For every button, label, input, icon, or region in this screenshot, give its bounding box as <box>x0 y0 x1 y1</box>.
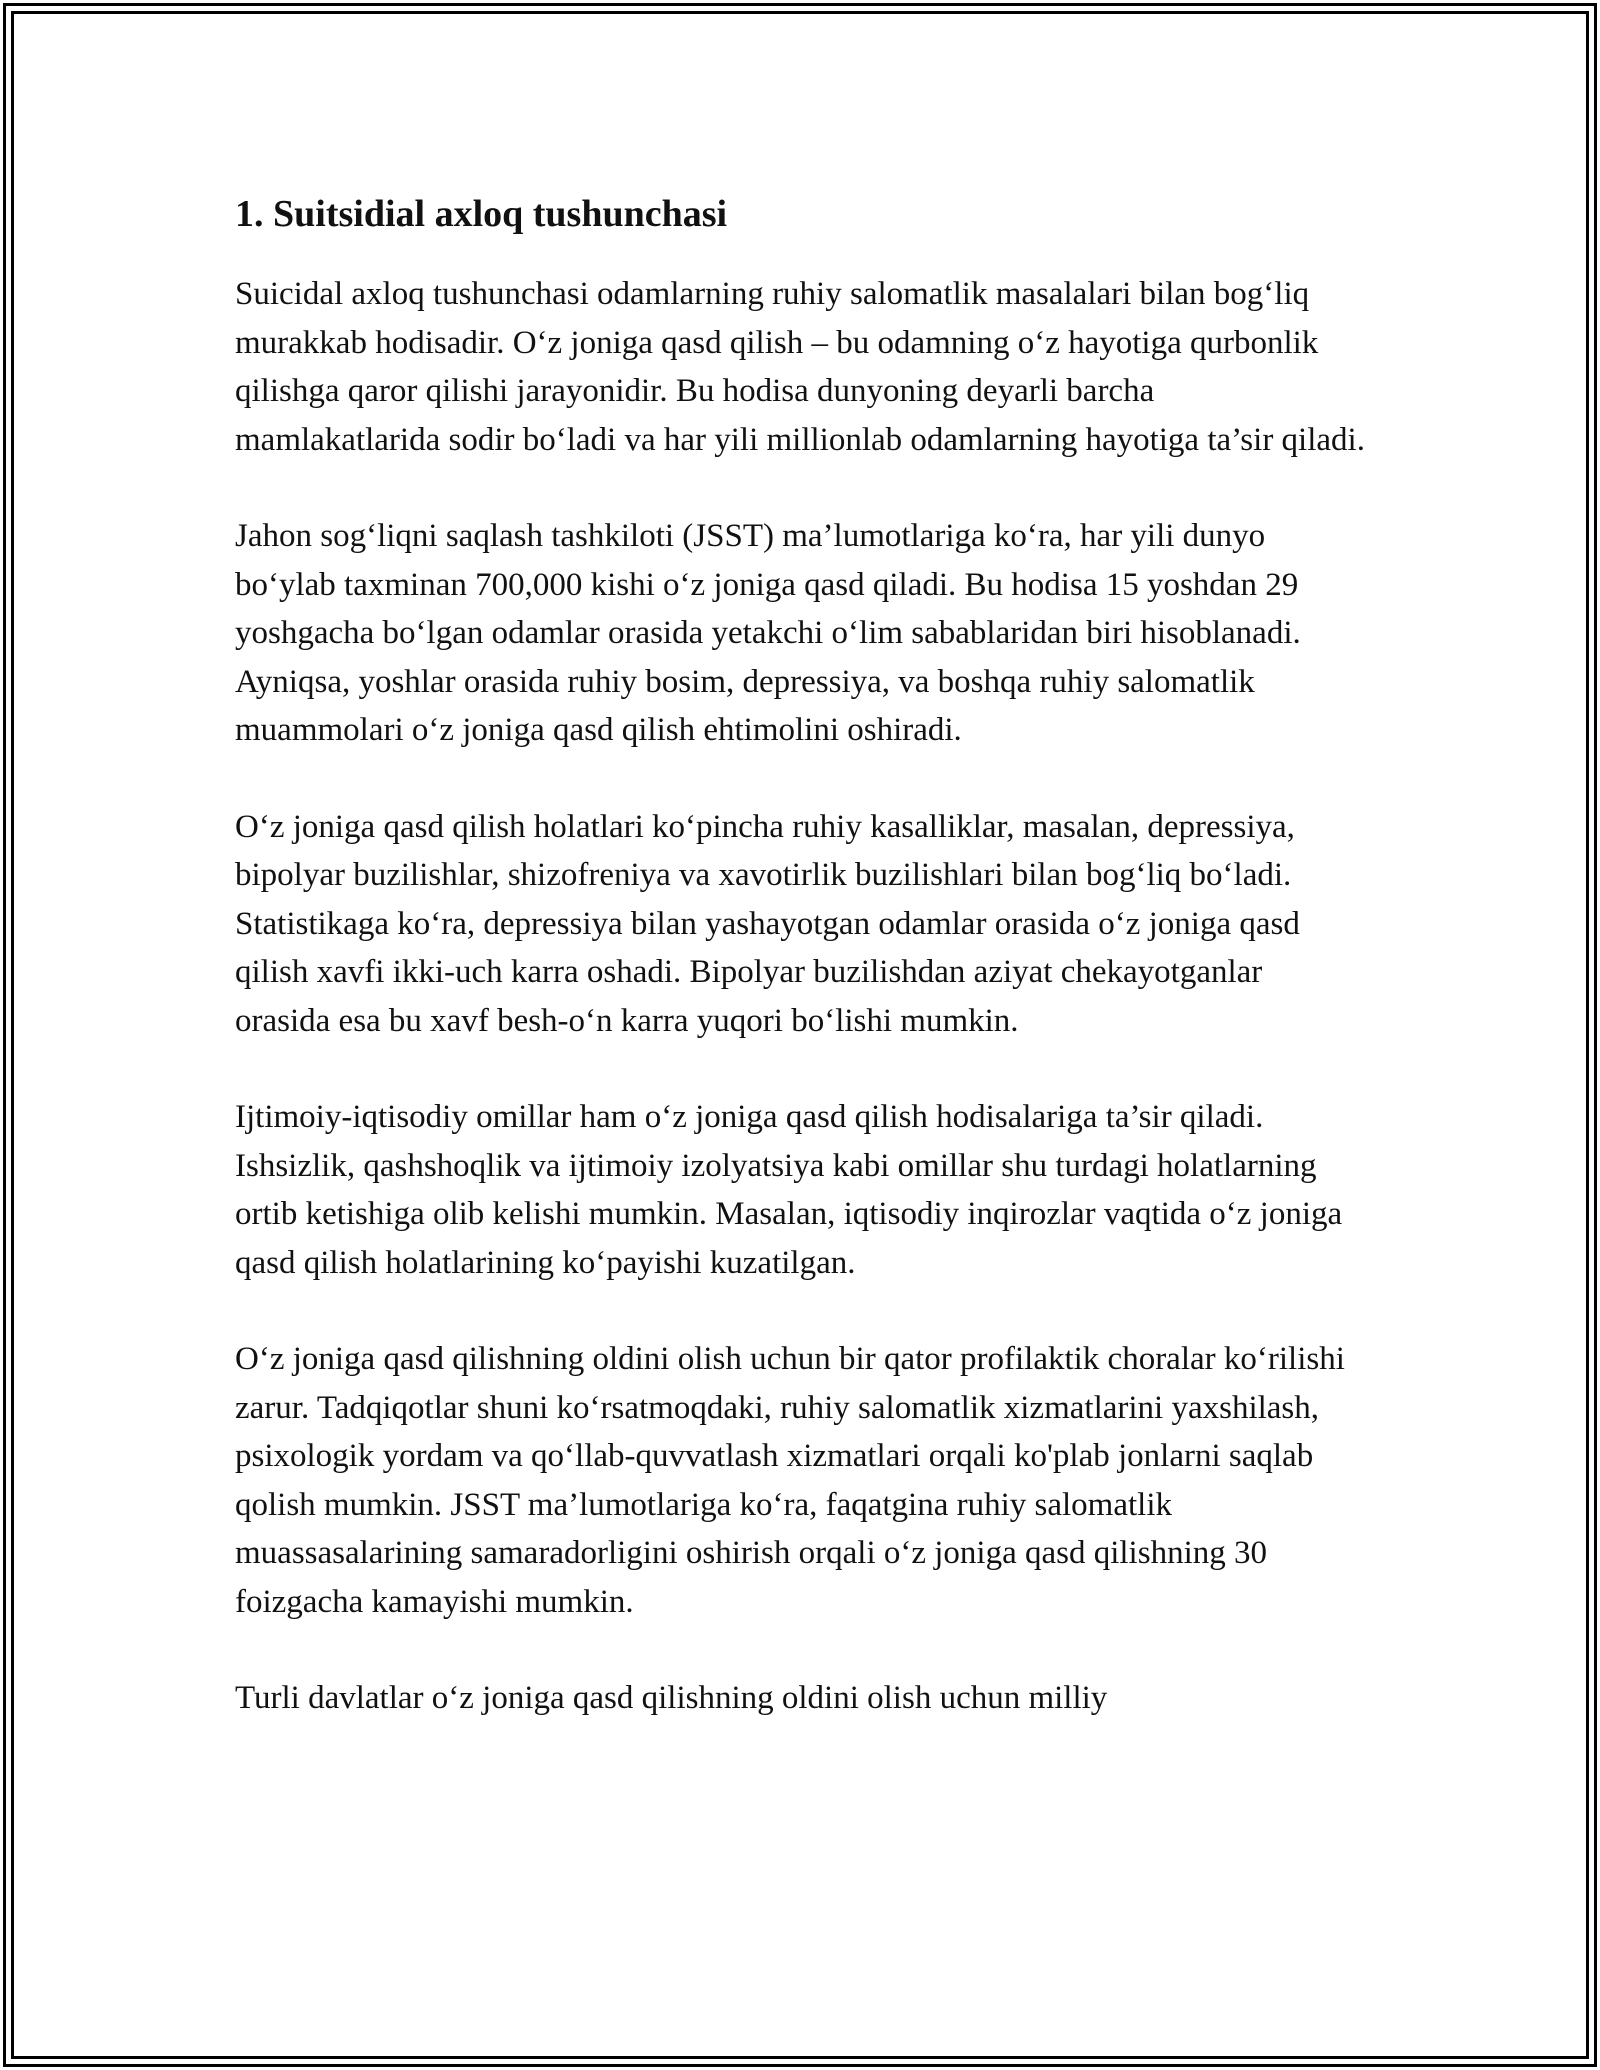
paragraph-4: Ijtimoiy-iqtisodiy omillar ham o‘z joniga qasd qilish hodisalariga ta’sir qiladi. Ishsizlik, qashshoqlik va ijtimoiy izolyatsiya kabi omillar shu turdagi holatlarning ortib ketishiga olib kelishi mumkin. Masalan, iqtisodiy inqirozlar vaqtida o‘z joniga qasd qilish holatlarining ko‘payishi kuzatilgan. <box>235 1099 1343 1281</box>
paragraph-2: Jahon sog‘liqni saqlash tashkiloti (JSST) ma’lumotlariga ko‘ra, har yili dunyo bo‘ylab taxminan 700,000 kishi o‘z joniga qasd qiladi. Bu hodisa 15 yoshdan 29 yoshgacha bo‘lgan odamlar orasida yetakchi o‘lim sabablaridan biri hisoblanadi. Ayniqsa, yoshlar orasida ruhiy bosim, depressiya, va boshqa ruhiy salomatlik muammolari o‘z joniga qasd qilish ehtimolini oshiradi. <box>235 518 1301 748</box>
document-body <box>235 188 1365 1771</box>
paragraph-6: Turli davlatlar o‘z joniga qasd qilishning oldini olish uchun milliy <box>235 1680 1108 1716</box>
section-heading: 1. Suitsidial axloq tushunchasi <box>235 193 728 235</box>
paragraph-3: O‘z joniga qasd qilish holatlari ko‘pincha ruhiy kasalliklar, masalan, depressiya, bipolyar buzilishlar, shizofreniya va xavotirlik buzilishlari bilan bog‘liq bo‘ladi. Statistikaga ko‘ra, depressiya bilan yashayotgan odamlar orasida o‘z joniga qasd qilish xavfi ikki-uch karra oshadi. Bipolyar buzilishdan aziyat chekayotganlar orasida esa bu xavf besh-o‘n karra yuqori bo‘lishi mumkin. <box>235 808 1300 1039</box>
paragraph-5: O‘z joniga qasd qilishning oldini olish uchun bir qator profilaktik choralar ko‘rilishi zarur. Tadqiqotlar shuni ko‘rsatmoqdaki, ruhiy salomatlik xizmatlarini yaxshilash, psixologik yordam va qo‘llab-quvvatlash xizmatlari orqali ko'plab jonlarni saqlab qolish mumkin. JSST ma’lumotlariga ko‘ra, faqatgina ruhiy salomatlik muassasalarining samaradorligini oshirish orqali o‘z joniga qasd qilishning 30 foizgacha kamayishi mumkin. <box>235 1341 1345 1620</box>
paragraph-1: Suicidal axloq tushunchasi odamlarning ruhiy salomatlik masalalari bilan bog‘liq murakkab hodisadir. O‘z joniga qasd qilish – bu odamning o‘z hayotiga qurbonlik qilishga qaror qilishi jarayonidir. Bu hodisa dunyoning deyarli barcha mamlakatlarida sodir bo‘ladi va har yili millionlab odamlarning hayotiga ta’sir qiladi. <box>235 276 1365 458</box>
